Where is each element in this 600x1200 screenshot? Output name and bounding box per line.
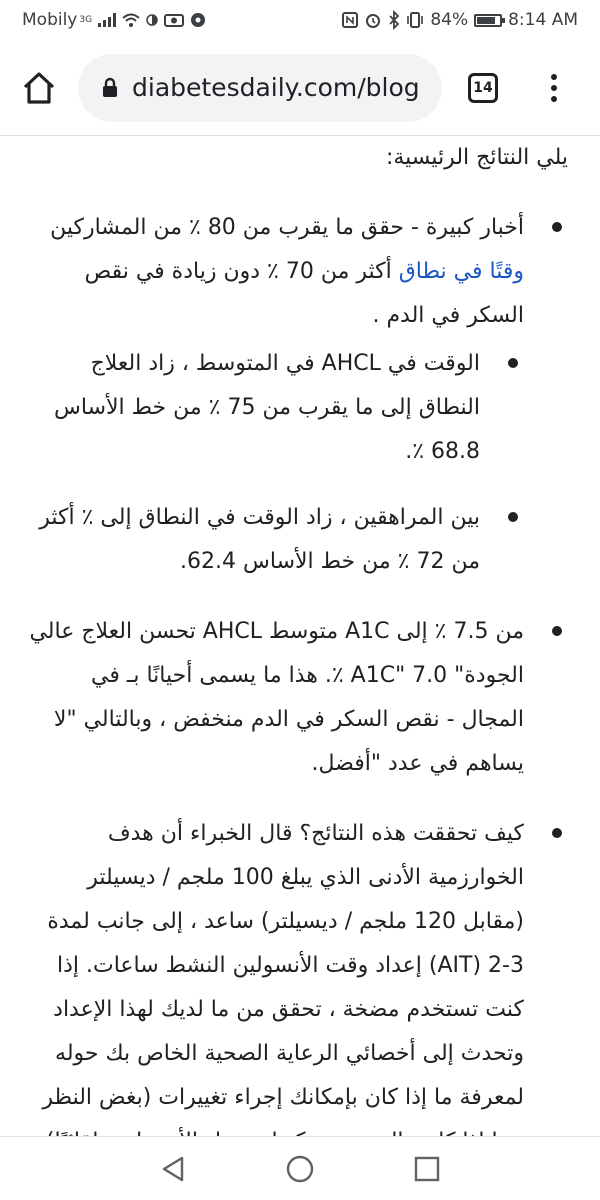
results-list: [28, 206, 568, 1164]
data-saver-icon: [146, 14, 158, 26]
overflow-menu-button[interactable]: [524, 40, 584, 136]
menu-dot-icon: [551, 74, 557, 80]
back-icon: [160, 1155, 186, 1183]
battery-percent: 84%: [430, 10, 469, 30]
sub-list-item: الوقت في AHCL في المتوسط ، زاد العلاج النطاق إلى ما يقرب من 75 ٪ من خط الأساس 68.8 ٪.: [28, 342, 524, 474]
recents-button[interactable]: [397, 1139, 457, 1199]
home-icon: [21, 71, 57, 105]
browser-toolbar: [0, 40, 600, 136]
address-bar[interactable]: [78, 54, 442, 122]
bullet1-text-part2: أكثر من 70 ٪ دون زيادة في نقص السكر في الدم .: [84, 259, 524, 328]
photo-icon: [164, 13, 184, 27]
network-type: 3G: [79, 15, 93, 25]
list-item: كيف تحققت هذه النتائج؟ قال الخبراء أن هدف الخوارزمية الأدنى الذي يبلغ 100 ملجم / ديسيلتر (مقابل 120 ملجم / ديسيلتر) ساعد ، إلى جانب لمدة 3-2 (AIT) إعداد وقت الأنسولين النشط ساعات. إذا كنت تستخدم مضخة ، تحقق من ما لديك لهذا الإعداد وتحدث إلى أخصائي الرعاية الصحية الخاص بك حوله لمعرفة ما إذا كان بإمكانك إجراء تغييرات (بغض النظر: [28, 812, 568, 1164]
vibrate-icon: [406, 12, 424, 28]
status-bar: [0, 0, 600, 40]
carrier-label: Mobily: [22, 10, 78, 30]
menu-dot-icon: [551, 85, 557, 91]
alarm-icon: [364, 11, 382, 29]
tab-count: 14: [468, 73, 498, 103]
nfc-icon: [342, 12, 358, 28]
status-left: [22, 10, 206, 30]
wifi-icon: [122, 13, 140, 27]
recents-icon: [414, 1156, 440, 1182]
bluetooth-icon: [388, 11, 400, 29]
battery-icon: [474, 14, 502, 27]
lock-icon: [102, 78, 118, 98]
list-item: [28, 206, 568, 584]
bullet1-text-part1: أخبار كبيرة - حقق ما يقرب من 80 ٪ من المشاركين: [50, 215, 524, 240]
status-time: 8:14 AM: [508, 10, 578, 30]
menu-dot-icon: [551, 96, 557, 102]
home-button[interactable]: [0, 40, 78, 136]
signal-icon: [98, 13, 116, 27]
home-nav-button[interactable]: [270, 1139, 330, 1199]
time-in-range-link[interactable]: وقتًا في نطاق: [398, 259, 524, 284]
intro-text: يلي النتائج الرئيسية:: [385, 145, 568, 170]
tab-switcher-button[interactable]: [442, 40, 524, 136]
sub-list: [28, 342, 524, 584]
sub-list-item: بين المراهقين ، زاد الوقت في النطاق إلى ٪ أكثر من 72 ٪ من خط الأساس 62.4.: [28, 496, 524, 584]
circle-home-icon: [285, 1154, 315, 1184]
ball-icon: [190, 12, 206, 28]
back-button[interactable]: [143, 1139, 203, 1199]
list-item: من 7.5 ٪ إلى A1C متوسط AHCL تحسن العلاج عالي الجودة" A1C" 7.0 ٪. هذا ما يسمى أحيانًا بـ في المجال - نقص السكر في الدم منخفض ، وبالتالي "لا يساهم في عدد "أفضل.: [28, 610, 568, 786]
article-content: [0, 136, 600, 1136]
navigation-bar: [0, 1136, 600, 1200]
status-right: [342, 10, 578, 30]
url-text: diabetesdaily.com/blog: [132, 73, 420, 102]
